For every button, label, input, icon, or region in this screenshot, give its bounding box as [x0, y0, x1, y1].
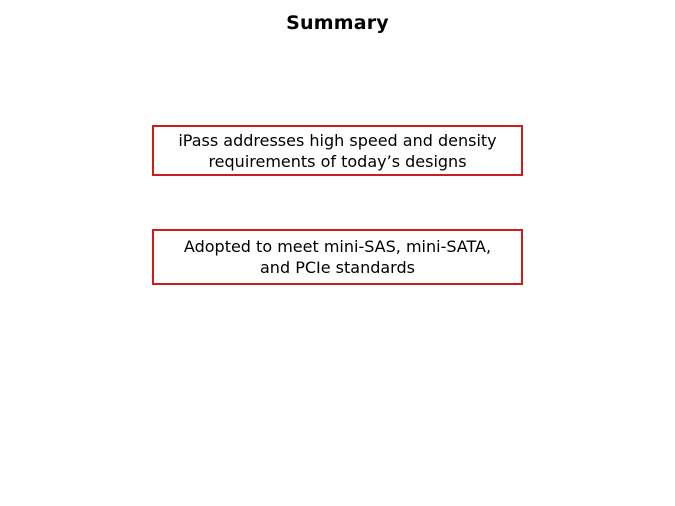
slide-title: Summary	[286, 12, 389, 34]
callout-text	[178, 236, 497, 278]
callout-line: iPass addresses high speed and density	[178, 130, 497, 150]
callout-box-ipass-summary	[152, 125, 523, 176]
callout-line: requirements of today’s designs	[208, 151, 467, 171]
callout-box-standards-summary	[152, 229, 523, 285]
callout-line: Adopted to meet mini-SAS, mini-SATA,	[183, 237, 492, 256]
callout-text	[172, 130, 502, 172]
callout-line: and PCIe standards	[260, 258, 415, 277]
